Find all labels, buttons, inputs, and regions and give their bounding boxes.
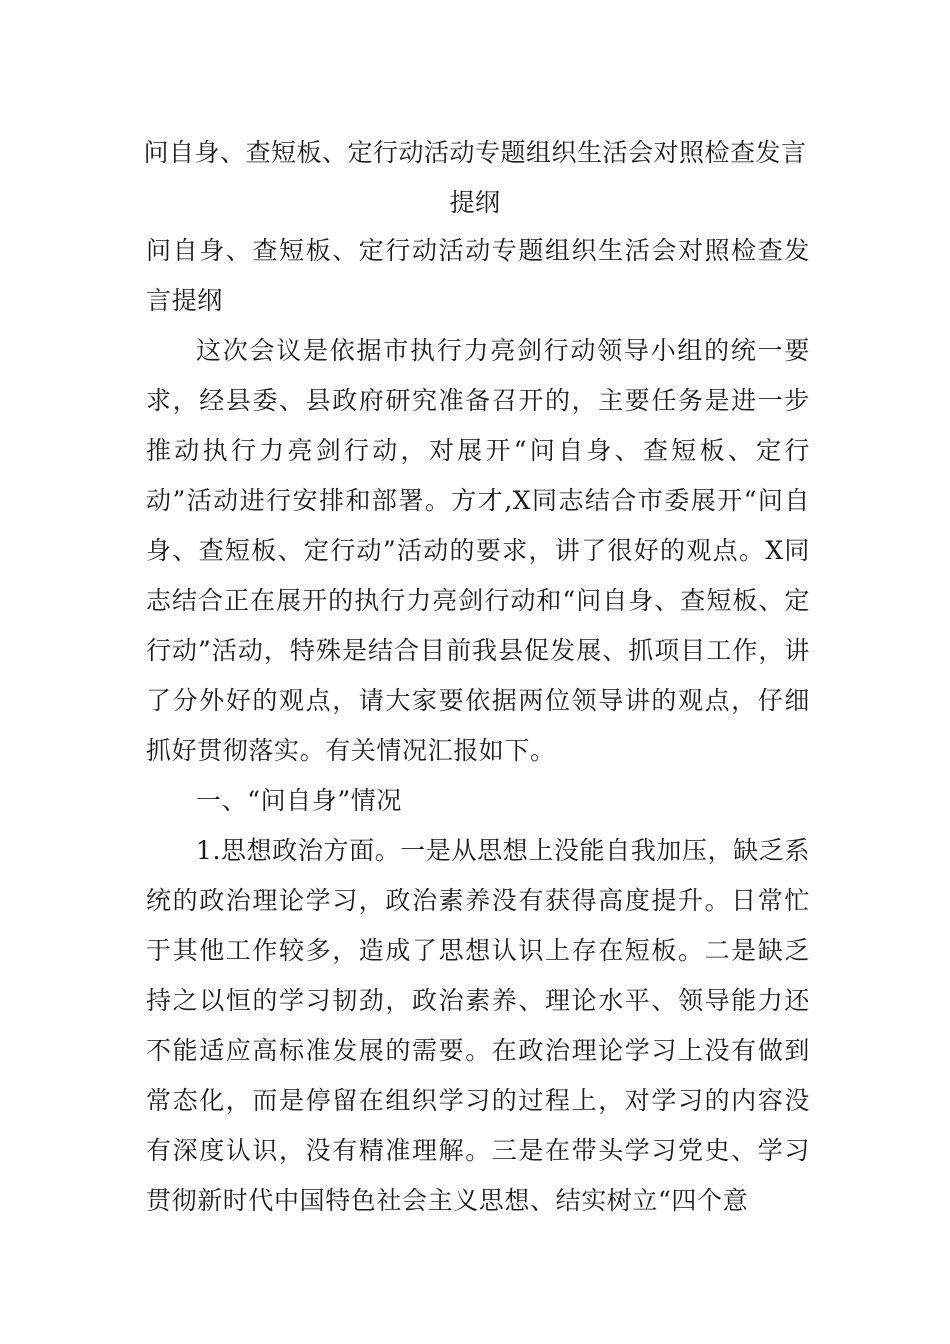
paragraph-ideology: 1.思想政治方面。一是从思想上没能自我加压，缺乏系统的政治理论学习，政治素养没有获得高度提升。日常忙于其他工作较多，造成了思想认识上存在短板。二是缺乏持之以恒的学习韧劲，政治素养、理论水平、领导能力还不能适应高标准发展的需要。在政治理论学习上没有做到常态化，而是停留在组织学习的过程上，对学习的内容没有深度认识，没有精准理解。三是在带头学习党史、学习贯彻新时代中国特色社会主义思想、结实树立“四个意 <box>146 836 810 1215</box>
document-title: 问自身、查短板、定行动活动专题组织生活会对照检查发言提纲 <box>143 138 807 217</box>
paragraph-intro: 这次会议是依据市执行力亮剑行动领导小组的统一要求，经县委、县政府研究准备召开的，主要任务是进一步推动执行力亮剑行动，对展开“问自身、查短板、定行动”活动进行安排和部署。方才,X同志结合市委展开“问自身、查短板、定行动”活动的要求，讲了很好的观点。X同志结合正在展开的执行力亮剑行动和“问自身、查短板、定行动”活动，特殊是结合目前我县促发展、抓项目工作，讲了分外好的观点，请大家要依据两位领导讲的观点，仔细抓好贯彻落实。有关情况汇报如下。 <box>146 336 810 765</box>
document-body <box>146 226 810 1226</box>
document-subtitle: 问自身、查短板、定行动活动专题组织生活会对照检查发言提纲 <box>146 236 810 315</box>
section-heading-1: 一、“问自身”情况 <box>196 786 402 815</box>
